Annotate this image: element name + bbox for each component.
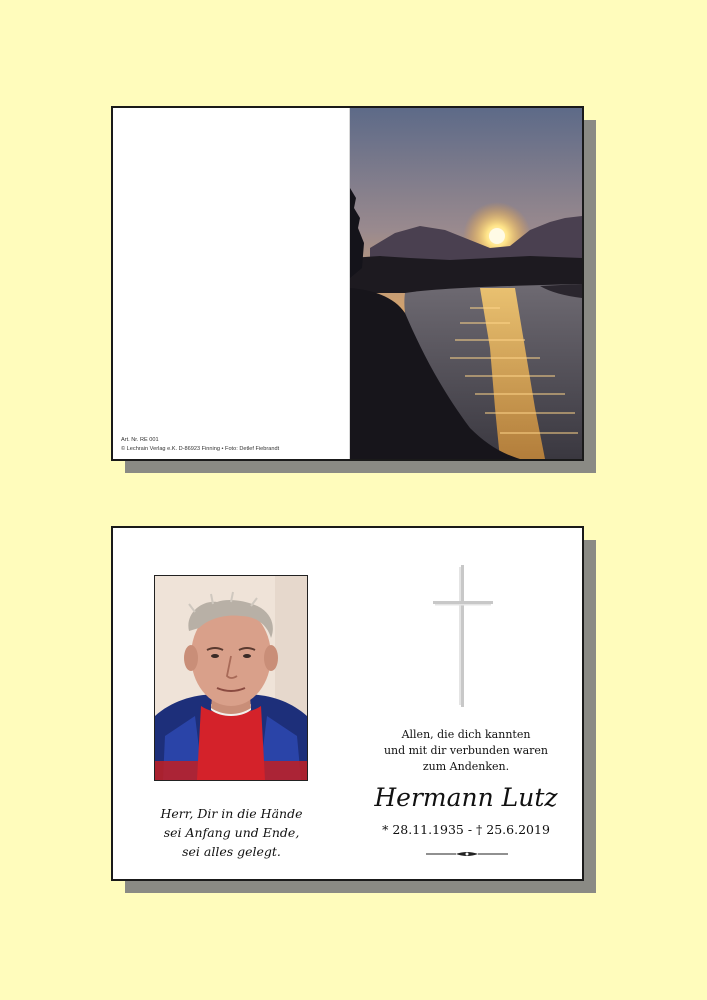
article-number: Art. Nr. RE 001 xyxy=(121,437,159,443)
portrait-photo xyxy=(155,576,307,780)
publisher-line: © Lechrain Verlag e.K. D-86923 Finning • Foto: Detlef Fiebrandt xyxy=(121,446,280,452)
verse-line: sei Anfang und Ende, xyxy=(163,825,300,840)
verse-text xyxy=(113,804,350,861)
cross-icon xyxy=(433,565,493,707)
dedication-line: Allen, die dich kannten xyxy=(401,728,531,741)
life-dates: * 28.11.1935 - † 25.6.2019 xyxy=(382,822,550,837)
dedication-line: zum Andenken. xyxy=(422,760,510,773)
sunset-river-photo xyxy=(350,108,582,459)
verse-line: sei alles gelegt. xyxy=(182,844,281,859)
verse-line: Herr, Dir in die Hände xyxy=(160,806,303,821)
portrait-frame xyxy=(154,575,308,781)
dedication-line: und mit dir verbunden waren xyxy=(383,744,549,757)
deceased-name: Hermann Lutz xyxy=(374,783,558,812)
publisher-credits xyxy=(121,436,279,454)
card-back-blank-panel xyxy=(113,108,350,459)
card-inside xyxy=(111,526,584,881)
card-front-outside xyxy=(111,106,584,461)
dedication-text xyxy=(350,727,582,775)
ornament-divider-icon xyxy=(426,850,508,858)
